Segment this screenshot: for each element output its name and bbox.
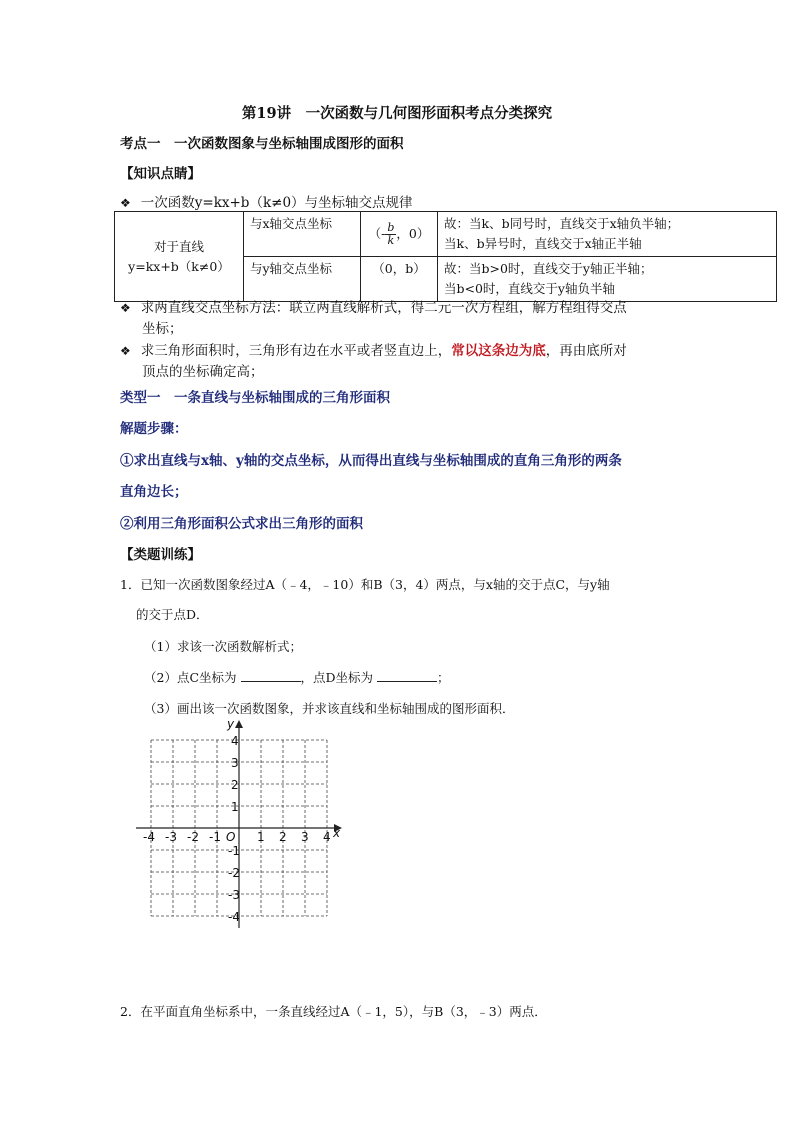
x-tick-label: 1 [257, 830, 265, 844]
x-tick-label: 2 [279, 830, 287, 844]
type-heading: 类型一 一条直线与坐标轴围成的三角形面积 [120, 390, 390, 406]
x-axis-label: x [333, 826, 341, 840]
page-title: 第19讲 一次函数与几何图形面积考点分类探究 [241, 105, 553, 122]
part-2-text: ，点D坐标为 [300, 670, 374, 685]
diamond-bullet-icon: ❖ [120, 196, 131, 210]
x-tick-label: -4 [143, 830, 155, 844]
bullet-text: ，再由底所对 [545, 343, 627, 359]
step-1: ①求出直线与x轴、y轴的交点坐标，从而得出直线与坐标轴围成的直角三角形的两条 [120, 453, 622, 469]
coordinate-grid [130, 716, 350, 931]
y-tick-label: 1 [231, 800, 239, 814]
x-tick-label: -1 [209, 830, 221, 844]
y-tick-label: 4 [231, 734, 239, 748]
question-1-part-2 [144, 668, 450, 686]
step-1-cont: 直角边长； [120, 484, 188, 500]
bullet-text: 一次函数y=kx+b（k≠0）与坐标轴交点规律 [140, 195, 413, 211]
question-2: 2．在平面直角坐标系中，一条直线经过A（﹣1，5），与B（3，﹣3）两点． [120, 1004, 547, 1019]
y-tick-label: 3 [231, 756, 239, 770]
y-axis-label: y [227, 717, 235, 731]
table-cell-y-label: 与y轴交点坐标 [244, 257, 361, 302]
x-tick-label: -3 [165, 830, 177, 844]
question-1-line-2: 的交于点D． [136, 607, 209, 622]
intercept-rules-table [114, 211, 777, 302]
tick-labels [143, 734, 331, 924]
bullet-item [120, 341, 627, 383]
question-1-line-1: 1．已知一次函数图象经过A（﹣4，﹣10）和B（3，4）两点，与x轴的交于点C，与y轴 [120, 577, 610, 592]
step-2: ②利用三角形面积公式求出三角形的面积 [120, 516, 363, 532]
table-cell-x-desc [438, 212, 777, 257]
origin-label: O [226, 830, 236, 844]
bullet-text: 求三角形面积时，三角形有边在水平或者竖直边上， [140, 343, 452, 359]
part-2-text: （2）点C坐标为 [144, 670, 237, 685]
table-cell-y-coord: （0，b） [361, 257, 438, 302]
x-tick-label: 4 [323, 830, 331, 844]
y-tick-label: 2 [231, 778, 239, 792]
question-1-part-3: （3）画出该一次函数图象，并求该直线和坐标轴围成的图形面积． [144, 701, 515, 716]
table-cell-line [115, 212, 244, 302]
y-tick-label: -1 [228, 844, 240, 858]
y-tick-label: -3 [228, 888, 240, 902]
answer-blank-d[interactable] [377, 669, 437, 682]
table-cell-x-coord [361, 212, 438, 257]
x-tick-label: 3 [301, 830, 309, 844]
desc-line-1: 故：当b>0时，直线交于y轴正半轴； [444, 261, 653, 276]
desc-line-2: 当b<0时，直线交于y轴负半轴 [444, 281, 615, 296]
cell-line-1: 对于直线 [153, 238, 204, 254]
coord-close: ，0） [396, 225, 430, 241]
question-1-part-1: （1）求该一次函数解析式； [144, 639, 302, 654]
desc-line-1: 故：当k、b同号时，直线交于x轴负半轴； [444, 216, 680, 231]
knowledge-header: 【知识点睛】 [120, 166, 201, 182]
diamond-bullet-icon: ❖ [120, 301, 131, 315]
y-tick-label: -4 [228, 910, 240, 924]
answer-blank-c[interactable] [241, 669, 301, 682]
bullet-item [120, 191, 413, 211]
part-2-text: ； [437, 670, 450, 685]
practice-header: 【类题训练】 [120, 547, 201, 563]
table-cell-x-label: 与x轴交点坐标 [244, 212, 361, 257]
table-cell-y-desc [438, 257, 777, 302]
section-heading: 考点一 一次函数图象与坐标轴围成图形的面积 [120, 136, 404, 152]
desc-line-2: 当k、b异号时，直线交于x轴正半轴 [444, 236, 642, 251]
steps-label: 解题步骤： [120, 421, 188, 437]
bullet-text-cont: 坐标； [142, 321, 183, 337]
frac-numerator: b [387, 220, 395, 234]
highlight-text: 常以这条边为底 [451, 343, 546, 359]
y-axis-arrow-icon [235, 720, 243, 728]
frac-denominator: k [387, 233, 395, 247]
bullet-text: 求两直线交点坐标方法：联立两直线解析式，得二元一次方程组，解方程组得交点 [140, 300, 627, 316]
coord-open: （- [368, 225, 386, 241]
cell-line-2: y=kx+b（k≠0） [128, 258, 230, 274]
diamond-bullet-icon: ❖ [120, 344, 131, 358]
bullet-text-cont: 顶点的坐标确定高； [142, 364, 264, 380]
bullet-item [120, 298, 627, 340]
fraction [385, 222, 396, 247]
x-tick-label: -2 [187, 830, 199, 844]
y-tick-label: -2 [228, 866, 240, 880]
